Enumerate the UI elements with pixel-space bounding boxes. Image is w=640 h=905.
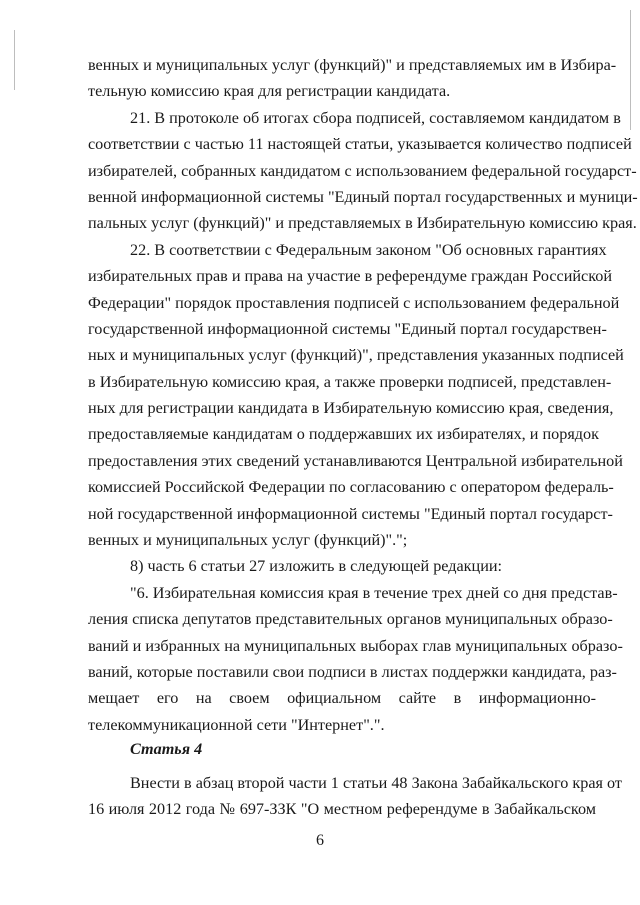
- scan-edge-mark-right: [630, 10, 631, 130]
- text-line: ной государственной информационной системы "Единый портал государст-: [88, 504, 613, 523]
- text-line: ных и муниципальных услуг (функций)", представления указанных подписей: [88, 346, 624, 365]
- scan-edge-mark-top-left: [14, 30, 15, 90]
- text-line: Федерации" порядок проставления подписей с использованием федеральной: [88, 293, 620, 312]
- text-line: телекоммуникационной сети "Интернет".".: [88, 715, 385, 734]
- article-heading: Статья 4: [130, 740, 203, 758]
- text-line: государственной информационной системы "Единый портал государствен-: [88, 319, 607, 338]
- page-number: 6: [316, 832, 324, 849]
- text-line: венных и муниципальных услуг (функций)".";: [88, 531, 408, 550]
- text-line: комиссией Российской Федерации по согласованию с оператором федераль-: [88, 478, 614, 497]
- text-line: ных для регистрации кандидата в Избирательную комиссию края, сведения,: [88, 399, 614, 418]
- item-8: 8) часть 6 статьи 27 изложить в следующей редакции:: [130, 557, 503, 576]
- text-line: венной информационной системы "Единый портал государственных и муници-: [88, 187, 638, 206]
- text-line: соответствии с частью 11 настоящей статьи, указывается количество подписей: [88, 135, 632, 154]
- text-line: ления списка депутатов представительных органов муниципальных образо-: [88, 610, 613, 629]
- text-line: ваний, которые поставили свои подписи в листах поддержки кандидата, раз-: [88, 662, 617, 681]
- text-line: избирательных прав и права на участие в референдуме граждан Российской: [88, 267, 613, 286]
- text-line: тельную комиссию края для регистрации кандидата.: [88, 82, 451, 101]
- text-line: Внести в абзац второй части 1 статьи 48 Закона Забайкальского края от: [130, 774, 622, 792]
- text-line: предоставления этих сведений устанавливаются Центральной избирательной: [88, 451, 623, 470]
- text-line: ваний и избранных на муниципальных выборах глав муниципальных образо-: [88, 636, 623, 655]
- paragraph-22-start: 22. В соответствии с Федеральным законом "Об основных гарантиях: [130, 240, 607, 259]
- main-text: [88, 52, 638, 738]
- text-line: венных и муниципальных услуг (функций)" и представляемых им в Избира-: [88, 56, 617, 74]
- text-line: пальных услуг (функций)" и представляемых в Избирательную комиссию края.: [88, 214, 637, 233]
- paragraph-21-start: 21. В протоколе об итогах сбора подписей, составляемом кандидатом в: [130, 108, 621, 127]
- quote-6-start: "6. Избирательная комиссия края в течение трех дней со дня представ-: [130, 583, 618, 602]
- text-line: в Избирательную комиссию края, а также проверки подписей, представлен-: [88, 372, 612, 391]
- text-line: избирателей, собранных кандидатом с использованием федеральной государст-: [88, 161, 637, 180]
- text-line: мещает его на своем официальном сайте в информационно-: [88, 689, 596, 708]
- text-line: 16 июля 2012 года № 697-ЗЗК "О местном референдуме в Забайкальском: [88, 800, 596, 819]
- article-4-text: [88, 770, 622, 823]
- text-line: предоставляемые кандидатам о поддержавших их избирателях, и порядок: [88, 425, 599, 444]
